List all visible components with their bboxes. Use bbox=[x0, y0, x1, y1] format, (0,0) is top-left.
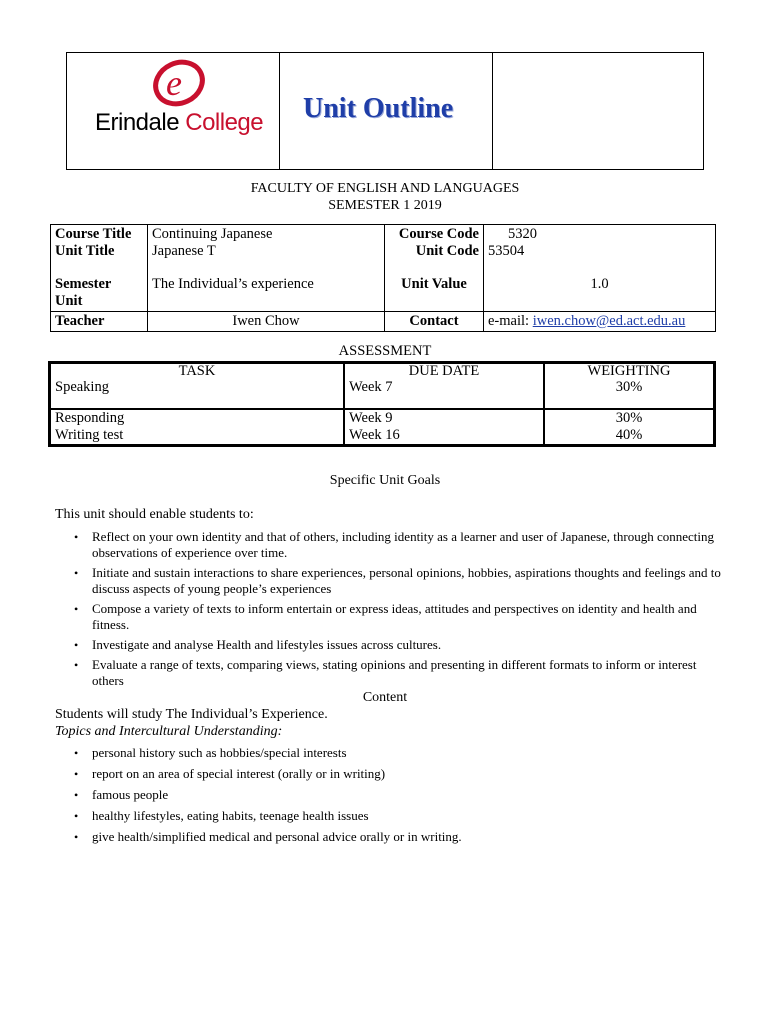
due-speaking: Week 7 bbox=[349, 379, 393, 395]
logo-cell bbox=[67, 53, 280, 169]
semester-label: Semester bbox=[55, 275, 112, 292]
weight-speaking: 30% bbox=[615, 379, 643, 395]
task-column-header: TASK bbox=[178, 363, 216, 379]
unit-code-label: Unit Code bbox=[415, 243, 479, 259]
bullet-icon: • bbox=[74, 746, 79, 760]
goal-text: Initiate and sustain interactions to share experiences, personal opinions, hobbies, aspirations thoughts and feelings and to discuss aspects of young people’s experiences bbox=[92, 565, 721, 596]
content-item-text: report on an area of special interest (orally or in writing) bbox=[92, 766, 386, 781]
task-responding: Responding bbox=[55, 410, 125, 426]
goal-text: Evaluate a range of texts, comparing views, stating opinions and presenting in different formats to inform or interest others bbox=[92, 657, 697, 688]
content-item-text: healthy lifestyles, eating habits, teenage health issues bbox=[92, 808, 369, 823]
weight-column-header: WEIGHTING bbox=[587, 363, 671, 379]
bullet-icon: • bbox=[74, 566, 79, 580]
bullet-icon: • bbox=[74, 830, 79, 844]
goals-heading: Specific Unit Goals bbox=[329, 473, 441, 488]
contact-prefix: e-mail: bbox=[488, 312, 533, 329]
content-item-text: personal history such as hobbies/special interests bbox=[92, 745, 347, 760]
unit-title-label: Unit Title bbox=[55, 243, 115, 259]
assessment-table bbox=[48, 361, 716, 447]
content-topics-heading: Topics and Intercultural Understanding: bbox=[55, 724, 283, 739]
course-code-label: Course Code bbox=[398, 226, 479, 242]
course-code-value-cell bbox=[484, 225, 716, 275]
list-item bbox=[72, 745, 712, 761]
course-title-value-cell bbox=[148, 225, 385, 275]
teacher-label: Teacher bbox=[51, 311, 148, 331]
unit-label: Unit bbox=[55, 292, 83, 309]
table-row bbox=[50, 363, 714, 409]
contact-cell bbox=[484, 311, 716, 331]
list-item bbox=[72, 766, 712, 782]
content-item-text: give health/simplified medical and personal advice orally or in writing. bbox=[92, 829, 462, 844]
assessment-weight-cell bbox=[544, 363, 714, 409]
bullet-icon: • bbox=[74, 530, 79, 544]
bullet-icon: • bbox=[74, 788, 79, 802]
goals-list bbox=[72, 529, 722, 693]
due-writing-test: Week 16 bbox=[349, 427, 400, 443]
semester-line: SEMESTER 1 2019 bbox=[328, 198, 442, 213]
assessment-task-cell bbox=[50, 409, 344, 445]
bullet-icon: • bbox=[74, 767, 79, 781]
due-column-header: DUE DATE bbox=[408, 363, 480, 379]
weight-responding: 30% bbox=[615, 410, 643, 426]
college-logo-text: Erindale College bbox=[95, 109, 264, 136]
list-item bbox=[72, 808, 712, 824]
teacher-email-link[interactable]: iwen.chow@ed.act.edu.au bbox=[532, 312, 686, 329]
list-item bbox=[72, 529, 722, 561]
svg-text:e: e bbox=[166, 63, 182, 103]
course-title-label: Course Title bbox=[55, 226, 132, 242]
semester-unit-label-cell bbox=[51, 275, 148, 312]
bullet-icon: • bbox=[74, 638, 79, 652]
goals-intro: This unit should enable students to: bbox=[55, 507, 254, 522]
contact-label: Contact bbox=[385, 311, 484, 331]
unit-value: 1.0 bbox=[484, 275, 716, 312]
weight-writing-test: 40% bbox=[615, 427, 643, 443]
task-writing-test: Writing test bbox=[55, 427, 124, 443]
header-divider bbox=[492, 53, 493, 169]
assessment-task-cell bbox=[50, 363, 344, 409]
content-heading: Content bbox=[362, 690, 408, 705]
bullet-icon: • bbox=[74, 602, 79, 616]
unit-title-value: Japanese T bbox=[152, 243, 216, 259]
course-title-value: Continuing Japanese bbox=[152, 226, 273, 242]
college-e-logo-icon bbox=[149, 57, 209, 109]
list-item bbox=[72, 657, 722, 689]
assessment-weight-cell bbox=[544, 409, 714, 445]
course-title-label-cell bbox=[51, 225, 148, 275]
assessment-due-cell bbox=[344, 363, 544, 409]
faculty-name: FACULTY OF ENGLISH AND LANGUAGES bbox=[250, 181, 520, 196]
unit-code-value: 53504 bbox=[488, 243, 525, 259]
due-responding: Week 9 bbox=[349, 410, 393, 426]
list-item bbox=[72, 565, 722, 597]
list-item bbox=[72, 787, 712, 803]
goal-text: Compose a variety of texts to inform entertain or express ideas, attitudes and perspectives on identity and health and fitness. bbox=[92, 601, 697, 632]
list-item bbox=[72, 637, 722, 653]
content-intro: Students will study The Individual’s Experience. bbox=[55, 707, 328, 722]
semester-unit-value: The Individual’s experience bbox=[148, 275, 385, 312]
header-box bbox=[66, 52, 704, 170]
page-title: Unit Outline bbox=[303, 93, 454, 124]
teacher-name: Iwen Chow bbox=[148, 311, 385, 331]
course-code-value: 5320 bbox=[508, 226, 537, 242]
course-info-table bbox=[50, 224, 716, 332]
bullet-icon: • bbox=[74, 809, 79, 823]
goal-text: Investigate and analyse Health and lifestyles issues across cultures. bbox=[92, 637, 442, 652]
list-item bbox=[72, 601, 722, 633]
content-list bbox=[72, 745, 712, 850]
list-item bbox=[72, 829, 712, 845]
task-speaking: Speaking bbox=[55, 379, 109, 395]
goal-text: Reflect on your own identity and that of others, including identity as a learner and user of Japanese, through connecting observations of experience over time. bbox=[92, 529, 715, 560]
unit-value-label: Unit Value bbox=[385, 275, 484, 312]
content-item-text: famous people bbox=[92, 787, 169, 802]
assessment-heading: ASSESSMENT bbox=[338, 343, 432, 359]
bullet-icon: • bbox=[74, 658, 79, 672]
course-code-label-cell bbox=[385, 225, 484, 275]
table-row bbox=[50, 409, 714, 445]
assessment-due-cell bbox=[344, 409, 544, 445]
